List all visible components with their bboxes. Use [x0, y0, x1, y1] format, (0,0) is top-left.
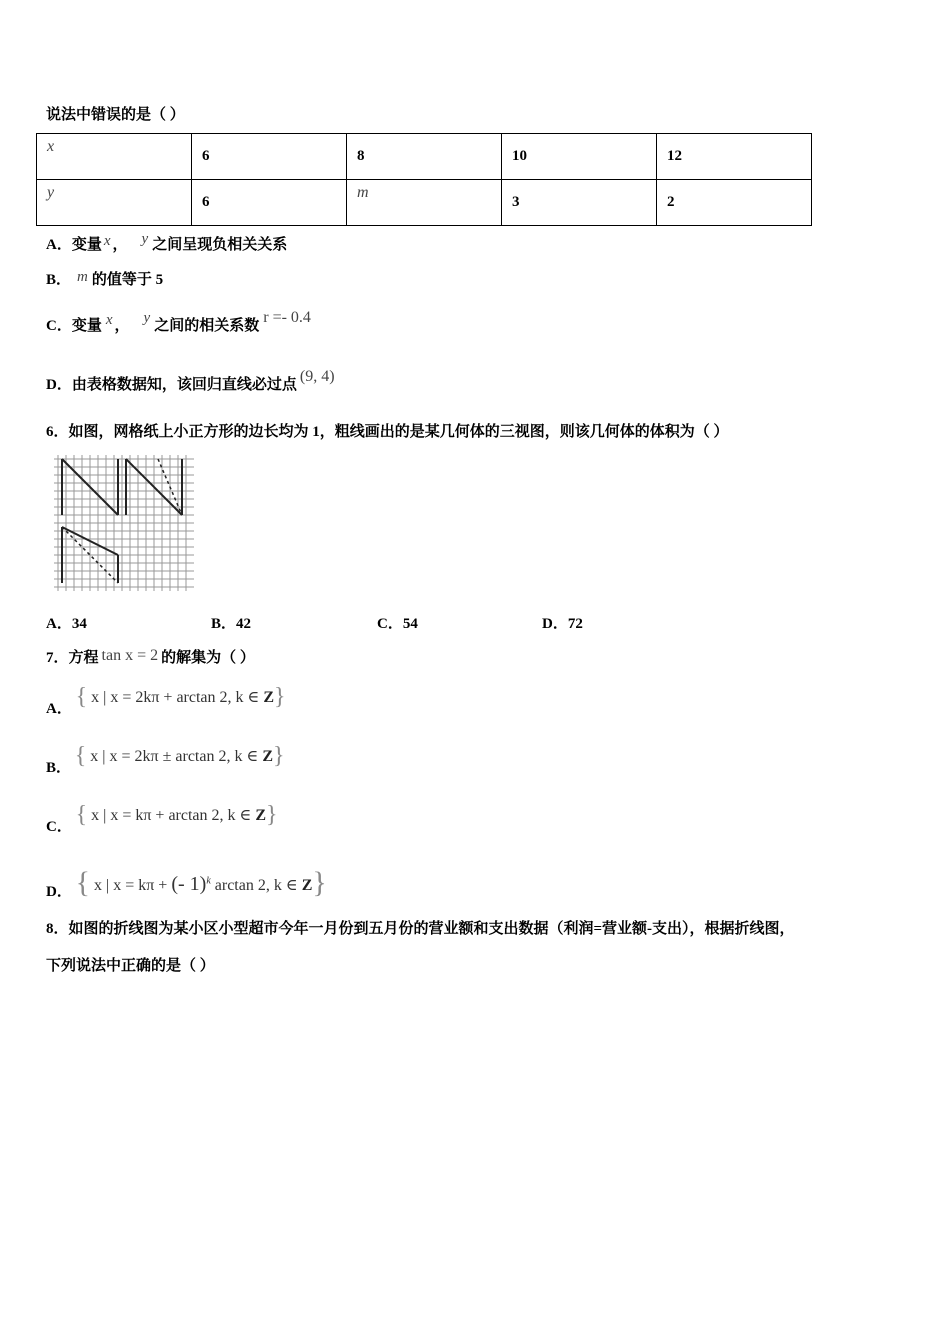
q6-option-c[interactable] — [377, 612, 418, 633]
option-value: 54 — [402, 616, 418, 632]
option-text: ， — [114, 318, 130, 334]
q7-text: 方程 — [68, 650, 99, 666]
q7-stem — [46, 646, 255, 667]
set-expression: x | x = kπ + arctan 2, k ∈ — [91, 807, 256, 824]
table-cell: 6 — [192, 134, 347, 180]
point-coord: (9, 4) — [299, 368, 335, 385]
option-text: 的值等于 5 — [91, 272, 164, 288]
option-letter: B． — [46, 272, 72, 288]
option-letter: D． — [46, 377, 72, 393]
option-letter: A． — [46, 237, 72, 253]
table-cell: 12 — [657, 134, 812, 180]
table-cell: 6 — [192, 180, 347, 226]
integer-set: Z — [255, 807, 267, 824]
var-m: m — [77, 269, 88, 285]
solution-set: { x | x = kπ + (- 1)$^k$ arctan 2, k ∈ Z} — [75, 866, 327, 899]
row-label-y: y — [37, 180, 192, 226]
formula-r: r =- 0.4 — [263, 309, 311, 326]
q6-option-d[interactable] — [542, 612, 583, 633]
q8-stem-line2: 下列说法中正确的是（ ） — [46, 958, 215, 974]
option-letter: A． — [46, 616, 72, 632]
table-cell: 3 — [502, 180, 657, 226]
integer-set: Z — [262, 748, 273, 765]
solution-set: { x | x = kπ + arctan 2, k ∈ Z} — [75, 802, 278, 828]
table-cell: 10 — [502, 134, 657, 180]
option-text: 之间呈现负相关关系 — [152, 237, 288, 253]
q5-option-c[interactable] — [46, 309, 311, 335]
integer-set: Z — [301, 877, 313, 894]
q7-text: 的解集为（ ） — [161, 650, 255, 666]
option-letter: C． — [46, 819, 72, 835]
question-number: 7． — [46, 650, 69, 666]
option-value: 72 — [567, 616, 583, 632]
q7-option-a[interactable] — [46, 684, 286, 720]
q7-option-b[interactable] — [46, 743, 285, 779]
option-letter: B． — [46, 760, 72, 776]
option-letter: A． — [46, 701, 72, 717]
option-text: 之间的相关系数 — [154, 318, 260, 334]
option-text: 由表格数据知，该回归直线必过点 — [71, 377, 297, 393]
exponent: k — [206, 875, 211, 887]
q5-option-a[interactable] — [46, 233, 287, 254]
data-table — [36, 133, 812, 226]
option-value: 42 — [236, 616, 252, 632]
var-y: y — [143, 310, 151, 326]
set-expression: x | x = 2kπ + arctan 2, k ∈ — [91, 689, 264, 706]
q5-stem: 说法中错误的是（ ） — [46, 107, 185, 123]
q6-stem: 6．如图，网格纸上小正方形的边长均为 1，粗线画出的是某几何体的三视图，则该几何体的体积为（ ） — [46, 424, 729, 440]
option-text: 变量 — [71, 318, 102, 334]
table-cell: 2 — [657, 180, 812, 226]
q6-option-b[interactable] — [211, 612, 251, 633]
q7-equation: tan x = 2 — [101, 647, 159, 664]
q7-option-c[interactable] — [46, 802, 278, 838]
var-x: x — [103, 233, 111, 249]
set-expression: arctan 2, k ∈ — [210, 877, 302, 894]
var-x: x — [105, 312, 113, 328]
three-views-figure — [54, 455, 194, 591]
q6-option-a[interactable] — [46, 612, 87, 633]
grid-lines — [54, 455, 194, 591]
option-letter: C． — [377, 616, 403, 632]
integer-set: Z — [263, 689, 275, 706]
option-value: 34 — [71, 616, 87, 632]
solution-set: { x | x = 2kπ ± arctan 2, k ∈ Z} — [74, 743, 285, 769]
set-expression: x | x = 2kπ ± arctan 2, k ∈ — [90, 748, 263, 765]
solution-set: { x | x = 2kπ + arctan 2, k ∈ Z} — [75, 684, 286, 710]
option-letter: D． — [46, 884, 72, 900]
option-text: ， — [112, 237, 128, 253]
table-row — [37, 134, 812, 180]
q7-option-d[interactable] — [46, 866, 327, 904]
q5-option-d[interactable] — [46, 368, 335, 394]
set-expression: (- 1) — [171, 873, 207, 895]
q8-stem-line1: 8．如图的折线图为某小区小型超市今年一月份到五月份的营业额和支出数据（利润=营业额-支出），根据折线图， — [46, 921, 795, 937]
table-row — [37, 180, 812, 226]
q5-option-b[interactable] — [46, 268, 163, 289]
table-cell: 8 — [347, 134, 502, 180]
set-expression: x | x = kπ + — [94, 877, 172, 894]
option-text: 变量 — [71, 237, 102, 253]
var-y: y — [141, 231, 149, 247]
row-label-x: x — [37, 134, 192, 180]
option-letter: C． — [46, 318, 72, 334]
table-cell: m — [347, 180, 502, 226]
option-letter: D． — [542, 616, 568, 632]
option-letter: B． — [211, 616, 237, 632]
